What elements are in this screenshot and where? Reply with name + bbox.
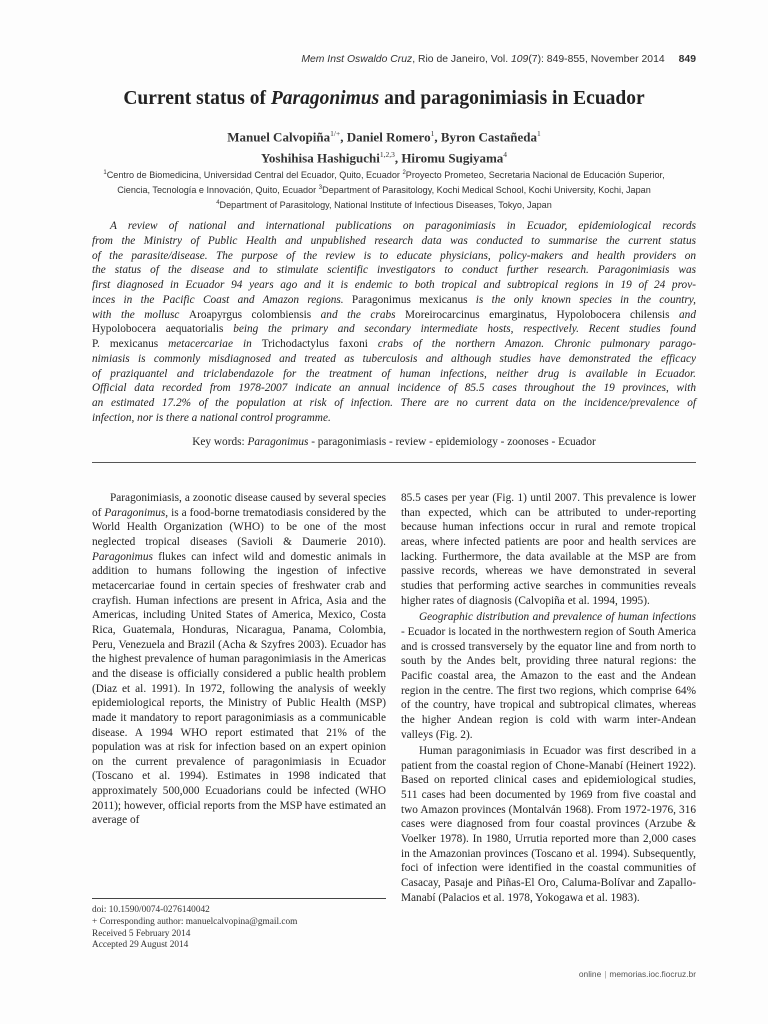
affiliation-line	[40, 197, 728, 212]
footnotes	[92, 905, 386, 952]
journal-place-volume: , Rio de Janeiro, Vol.	[412, 54, 511, 65]
genus-name: Paragonimus	[104, 506, 166, 519]
abstract-line: nimiasis is commonly misdiagnosed and treated as tuberculosis and although studies have demonstrated the efficacy	[92, 352, 696, 365]
genus-name: Paragonimus	[92, 550, 153, 563]
author-affiliation-mark: 1	[537, 129, 541, 138]
page-number: 849	[678, 54, 696, 65]
author-affiliation-mark: 1,2,3	[379, 150, 395, 160]
journal-issue: (7)	[528, 54, 542, 65]
abstract-line: from the Ministry of Public Health and unpublished research data was conducted to summarise the current status	[92, 234, 696, 247]
affiliation-text: Department of Parasitology, Kochi Medical School, Kochi University, Kochi, Japan	[322, 185, 651, 196]
footer-online: online	[578, 969, 602, 979]
abstract-line: Official data recorded from 1978-2007 indicate an annual incidence of 85.5 cases throughout the 19 provinces, with	[92, 382, 696, 395]
keywords-divider	[92, 462, 696, 463]
species-name: Moreirocarcinus emarginatus, Hypolobocera chilensis	[405, 308, 670, 321]
abstract-line: of the parasite/disease. The purpose of the review is to educate physicians, policy-makers and health providers on	[92, 249, 696, 262]
author-list	[40, 125, 728, 168]
species-name: Hypolobocera aequatorialis	[92, 323, 224, 336]
species-name: Aroapyrgus colombiensis	[188, 308, 312, 321]
doi: doi: 10.1590/0074-0276140042	[92, 905, 210, 915]
body-text: , is a food-borne trematodiasis considered by the World Health Organization (WHO) to be one of the most neglected tropical diseases (Savioli & Daumerie 2010).	[92, 506, 386, 548]
abstract-line: of praziquantel and triclabendazole for the treatment of human infections, neither drug is available in Ecuador.	[92, 367, 696, 380]
affiliation-line	[40, 167, 728, 182]
journal-pages-date: : 849-855, November 2014	[541, 54, 665, 65]
author-name: , Daniel Romero	[340, 129, 431, 145]
affiliation-text: Ciencia, Tecnología e Innovación, Quito, Ecuador	[117, 185, 319, 196]
section-heading: Geographic distribution and prevalence of human infections	[419, 611, 696, 624]
species-name: Trichodactylus faxoni	[261, 338, 368, 350]
accepted-date: Accepted 29 August 2014	[92, 940, 189, 951]
body-paragraph	[401, 610, 696, 742]
author-affiliation-mark: 4	[503, 150, 508, 160]
abstract-line	[92, 293, 696, 308]
journal-volume: 109	[510, 54, 529, 65]
body-paragraph: Human paragonimiasis in Ecuador was first described in a patient from the coastal region of Chone-Manabí (Heinert 1922). Based on reported clinical cases and epidemiological studies, 511 cases had been documented by 1969 from five coastal and two Amazon provinces (Montalván 1968). From 1972-1976, 316 cases were diagnosed from four coastal provinces (Arzube & Voelker 1978). In 1980, Urrutia reported more than 2,000 cases in the Amazonian provinces (Toscano et al. 1994). Subsequently, foci of infection were identified in the coastal communities of Casacay, Pasaje and Piñas-El Oro, Caluma-Bolívar and Zapallo-Manabí (Palacios et al. 1978, Yokogawa et al. 1983).	[401, 745, 696, 904]
running-head	[60, 54, 696, 65]
title-italic: Paragonimus	[270, 88, 380, 109]
footer-separator: |	[604, 969, 607, 979]
abstract-text: and the crabs	[311, 308, 406, 321]
author-name: , Byron Castañeda	[434, 129, 538, 145]
keywords	[92, 436, 696, 448]
affiliation-mark: 3	[318, 185, 323, 192]
footnote-divider	[92, 898, 386, 899]
affiliations	[40, 167, 728, 212]
body-text: Paragonimiasis, a zoonotic disease caused by several species of	[92, 492, 386, 519]
author-name: Manuel Calvopiña	[227, 129, 331, 145]
abstract-text: being the primary and secondary intermediate hosts, respectively. Recent studies found	[223, 323, 696, 336]
title-part-1: Current status of	[123, 88, 271, 109]
abstract-line: A review of national and international publications on paragonimiasis in Ecuador, epidemiological records	[110, 220, 696, 232]
abstract-line: first diagnosed in Ecuador 94 years ago and it is endemic to both tropical and subtropical regions in 19 of 24 prov-	[92, 279, 696, 291]
abstract-text: crabs of the northern Amazon. Chronic pulmonary parago-	[367, 338, 697, 350]
footer	[520, 969, 696, 979]
affiliation-mark: 2	[402, 170, 406, 176]
keywords-label: Key words:	[192, 436, 248, 448]
affiliation-line	[40, 182, 728, 197]
author-affiliation-mark: 1	[430, 129, 435, 138]
author-affiliation-mark: 1/+	[330, 129, 341, 138]
author-line-1	[40, 125, 728, 146]
journal-name: Mem Inst Oswaldo Cruz	[301, 54, 413, 65]
affiliation-mark: 1	[103, 170, 107, 176]
keyword-genus: Paragonimus	[247, 436, 309, 448]
received-date: Received 5 February 2014	[92, 928, 191, 939]
body-column-right	[401, 491, 696, 905]
footer-url[interactable]: memorias.ioc.fiocruz.br	[609, 969, 696, 979]
species-name: Paragonimus mexicanus	[351, 293, 468, 306]
abstract-line: infection, nor is there a national control programme.	[92, 411, 331, 424]
abstract-line: the status of the disease and to stimulate scientific investigators to conduct further research. Paragonimiasis was	[92, 264, 696, 277]
body-paragraph	[92, 491, 386, 828]
body-column-left	[92, 491, 386, 828]
body-text: - Ecuador is located in the northwestern region of South America and is crossed transversely by the equator line and from north to south by the Andes belt, providing three natural regions: the Pacific coastal area, the Amazon to the east and the Andean region in the centre. The first two regions, which comprise 64% of the country, have tropical and subtropical climates, whereas the higher Andean region is cold with warm inter-Andean valleys (Fig. 2).	[401, 625, 696, 741]
abstract-text: inces in the Pacific Coast and Amazon regions.	[92, 293, 352, 306]
abstract-line: an estimated 17.2% of the population at risk of infection. There are no current data on the incidence/prevalence of	[92, 397, 696, 409]
abstract-text: and	[669, 308, 696, 321]
affiliation-text: Centro de Biomedicina, Universidad Central del Ecuador, Quito, Ecuador	[106, 170, 403, 181]
title-part-2: and paragonimiasis in Ecuador	[379, 88, 645, 109]
affiliation-text: Proyecto Prometeo, Secretaria Nacional de Educación Superior,	[405, 170, 665, 181]
corresponding-author: + Corresponding author: manuelcalvopina@gmail.com	[92, 916, 298, 927]
abstract-text: with the mollusc	[92, 308, 189, 321]
abstract	[92, 219, 696, 426]
author-name: Yoshihisa Hashiguchi	[260, 150, 380, 166]
abstract-line	[92, 308, 696, 323]
article-title	[40, 88, 728, 110]
abstract-text: metacercariae in	[158, 338, 262, 350]
author-name: , Hiromu Sugiyama	[394, 150, 504, 166]
abstract-text: is the only known species in the country,	[467, 293, 696, 306]
species-name: P. mexicanus	[92, 338, 159, 350]
abstract-line	[92, 337, 696, 352]
keywords-list: - paragonimiasis - review - epidemiology - zoonoses - Ecuador	[308, 436, 596, 448]
affiliation-mark: 4	[216, 200, 220, 207]
abstract-line	[92, 322, 696, 337]
body-text: flukes can infect wild and domestic animals in addition to humans following the ingestion of infective metacercariae found in certain species of freshwater crab and crayfish. Human infections are present in Africa, Asia and the Americas, including United States of America, Mexico, Costa Rica, Guatemala, Honduras, Nicaragua, Panama, Colombia, Peru, Venezuela and Brazil (Acha & Szyfres 2003). Ecuador has the highest prevalence of human paragonimiasis in the Americas and the disease is officially considered a public health problem (Diaz et al. 1991). In 1972, following the analysis of weekly epidemiological reports, the Ministry of Public Health (MSP) made it mandatory to report paragonimiasis as a communicable disease. A 1994 WHO report estimated that 21% of the population was at risk for infection based on an expert opinion on the current prevalence of paragonimiasis in Ecuador (Toscano et al. 1994). Estimates in 1998 indicated that approximately 500,000 Ecuadorians could be infected (WHO 2011); however, official reports from the MSP have estimated an average of	[92, 550, 386, 827]
body-paragraph: 85.5 cases per year (Fig. 1) until 2007. This prevalence is lower than expected, which can be attributed to under-reporting because human infections occur in rural and remote tropical areas, where infected patients are poor and health services are lacking. Furthermore, the data available at the MSP are from passive records, whereas we have demonstrated in several studies that performing active searches in communities reveals higher rates of diagnosis (Calvopiña et al. 1994, 1995).	[401, 492, 696, 607]
affiliation-text: Department of Parasitology, National Institute of Infectious Diseases, Tokyo, Japan	[219, 200, 552, 211]
author-line-2	[40, 146, 728, 167]
